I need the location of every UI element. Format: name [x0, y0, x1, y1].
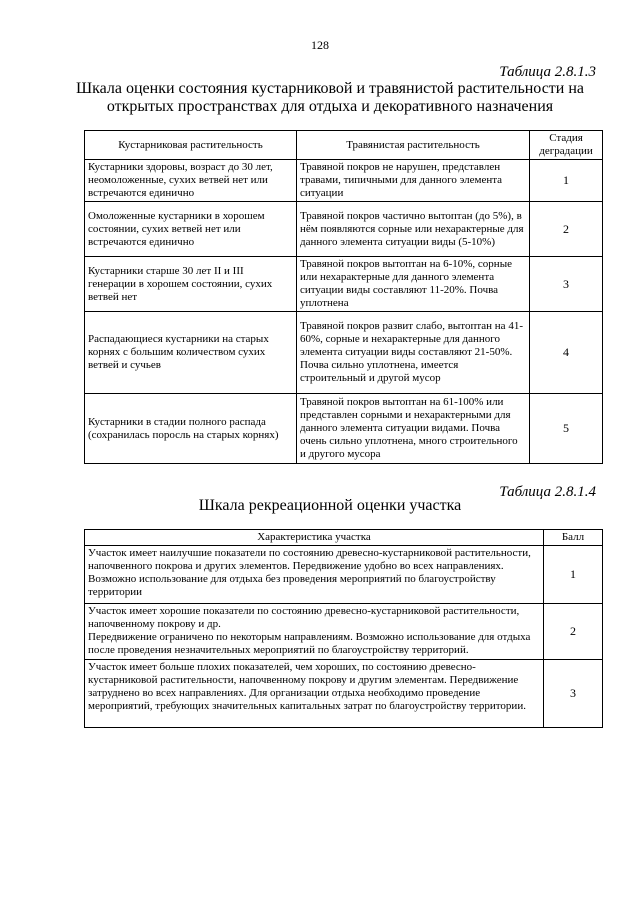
column-header: Балл — [544, 530, 603, 546]
characteristic-cell: Участок имеет хорошие показатели по состоянию древесно-кустарниковой растительности, напочвенному покрову и др. Передвижение ограничено по некоторым направлениям. Возможно использование для отдыха после проведения незначительных мероприятий по благоустройству территорий. — [85, 604, 544, 660]
table-header-row — [85, 131, 603, 160]
table-row — [85, 546, 603, 604]
shrub-cell: Кустарники старше 30 лет II и III генерации в хорошем состоянии, сухих ветвей нет — [85, 257, 297, 312]
grass-cell: Травяной покров развит слабо, вытоптан на 41-60%, сорные и нехарактерные для данного элемента ситуации виды составляют 21-50%. Почва сильно уплотнена, имеется строительный и другой мусор — [297, 312, 530, 394]
table1-title: Шкала оценки состояния кустарниковой и травянистой растительности на открытых пространствах для отдыха и декоративного назначения — [75, 80, 585, 115]
stage-cell: 1 — [530, 160, 603, 202]
grass-cell: Травяной покров вытоптан на 6-10%, сорные или нехарактерные для данного элемента ситуации виды составляют 11-20%. Почва уплотнена — [297, 257, 530, 312]
shrub-cell: Распадающиеся кустарники на старых корнях с большим количеством сухих ветвей и сучьев — [85, 312, 297, 394]
shrub-cell: Омоложенные кустарники в хорошем состоянии, сухих ветвей нет или встречаются единично — [85, 202, 297, 257]
column-header: Кустарниковая растительность — [85, 131, 297, 160]
characteristic-cell: Участок имеет больше плохих показателей, чем хороших, по состоянию древесно-кустарниковой растительности, напочвенному покрову и другим элементам. Передвижение затруднено во всех направлениях. Для организации отдыха необходимо проведение мероприятий, требующих значительных капитальных затрат по благоустройству территории. — [85, 660, 544, 728]
stage-cell: 2 — [530, 202, 603, 257]
stage-cell: 5 — [530, 394, 603, 464]
table-row — [85, 257, 603, 312]
score-cell: 3 — [544, 660, 603, 728]
grass-cell: Травяной покров частично вытоптан (до 5%), в нём появляются сорные или нехарактерные для данного элемента ситуации виды (5-10%) — [297, 202, 530, 257]
table-row — [85, 202, 603, 257]
table-row — [85, 312, 603, 394]
table-row — [85, 660, 603, 728]
table-row — [85, 394, 603, 464]
table2-caption: Таблица 2.8.1.4 — [499, 484, 596, 500]
column-header: Характеристика участка — [85, 530, 544, 546]
column-header: Травянистая растительность — [297, 131, 530, 160]
page-number: 128 — [311, 38, 329, 52]
degradation-table — [84, 130, 603, 464]
column-header: Стадия деградации — [530, 131, 603, 160]
stage-cell: 4 — [530, 312, 603, 394]
table-row — [85, 604, 603, 660]
recreation-table — [84, 529, 603, 728]
table-header-row — [85, 530, 603, 546]
characteristic-cell: Участок имеет наилучшие показатели по состоянию древесно-кустарниковой растительности, напочвенного покрова и других элементов. Передвижение удобно во всех направлениях. Возможно использование для отдыха без проведения мероприятий по благоустройству территории — [85, 546, 544, 604]
table-row — [85, 160, 603, 202]
shrub-cell: Кустарники здоровы, возраст до 30 лет, неомоложенные, сухих ветвей нет или встречаются единично — [85, 160, 297, 202]
grass-cell: Травяной покров не нарушен, представлен травами, типичными для данного элемента ситуации — [297, 160, 530, 202]
stage-cell: 3 — [530, 257, 603, 312]
table2-title: Шкала рекреационной оценки участка — [198, 497, 462, 514]
score-cell: 1 — [544, 546, 603, 604]
grass-cell: Травяной покров вытоптан на 61-100% или представлен сорными и нехарактерными для данного элемента ситуации видами. Почва очень сильно уплотнена, много строительного и другого мусора — [297, 394, 530, 464]
score-cell: 2 — [544, 604, 603, 660]
shrub-cell: Кустарники в стадии полного распада (сохранилась поросль на старых корнях) — [85, 394, 297, 464]
table1-caption: Таблица 2.8.1.3 — [499, 64, 596, 80]
